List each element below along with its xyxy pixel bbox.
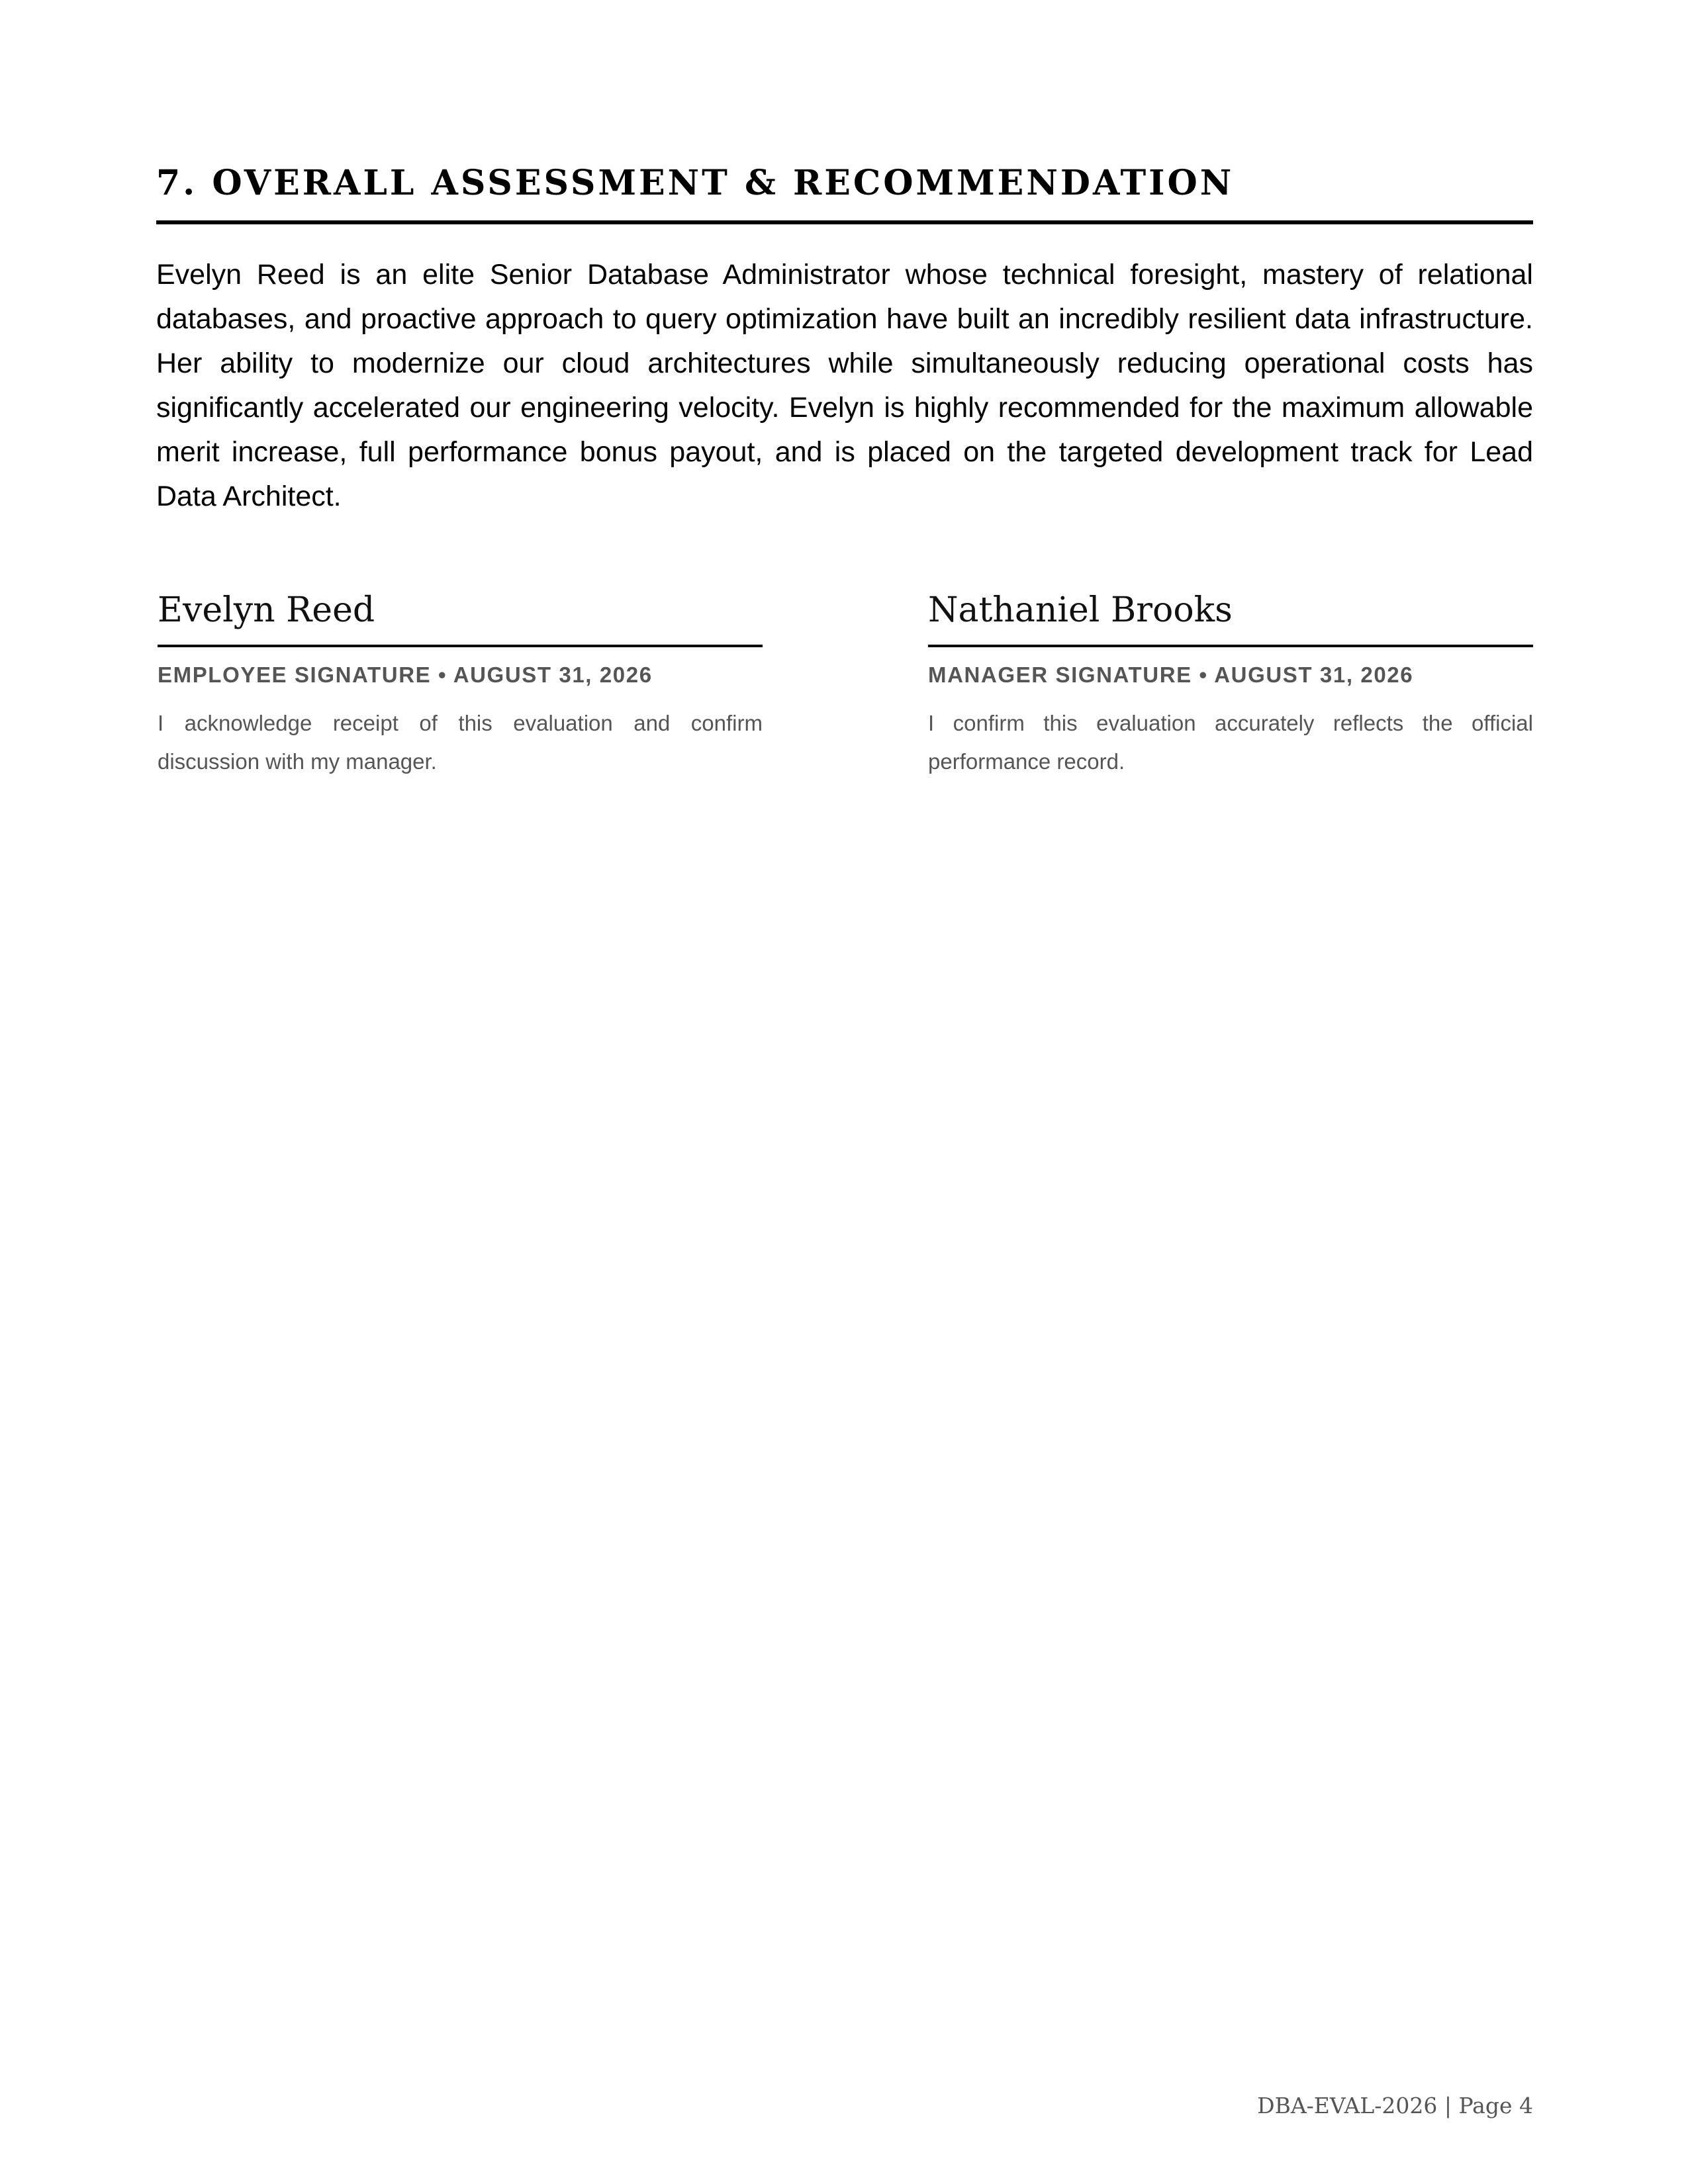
manager-signature-line xyxy=(928,645,1533,647)
employee-signature-note: I acknowledge receipt of this evaluation and confirm discussion with my manager. xyxy=(158,711,763,774)
employee-signature-caption: EMPLOYEE SIGNATURE • AUGUST 31, 2026 xyxy=(158,662,653,687)
manager-signature-note: I confirm this evaluation accurately reflects the official performance record. xyxy=(928,711,1533,774)
page-footer: DBA-EVAL-2026 | Page 4 xyxy=(1257,2093,1533,2118)
assessment-paragraph: Evelyn Reed is an elite Senior Database Administrator whose technical foresight, mastery of relational databases, and proactive approach to query optimization have built an incredibly resilient data infrastructure. Her ability to modernize our cloud architectures while simultaneously reducing operational costs has significantly accelerated our engineering velocity. Evelyn is highly recommended for the maximum allowable merit increase, full performance bonus payout, and is placed on the targeted development track for Lead Data Architect. xyxy=(156,259,1533,512)
manager-signature-caption: MANAGER SIGNATURE • AUGUST 31, 2026 xyxy=(928,662,1414,687)
employee-signature-line xyxy=(158,645,763,647)
employee-signature-block xyxy=(158,582,763,781)
manager-signature-block xyxy=(928,582,1533,781)
manager-signature-name: Nathaniel Brooks xyxy=(928,590,1233,630)
employee-signature-name: Evelyn Reed xyxy=(158,590,375,630)
section-heading: 7. OVERALL ASSESSMENT & RECOMMENDATION xyxy=(156,163,1235,203)
section-divider xyxy=(156,220,1533,224)
